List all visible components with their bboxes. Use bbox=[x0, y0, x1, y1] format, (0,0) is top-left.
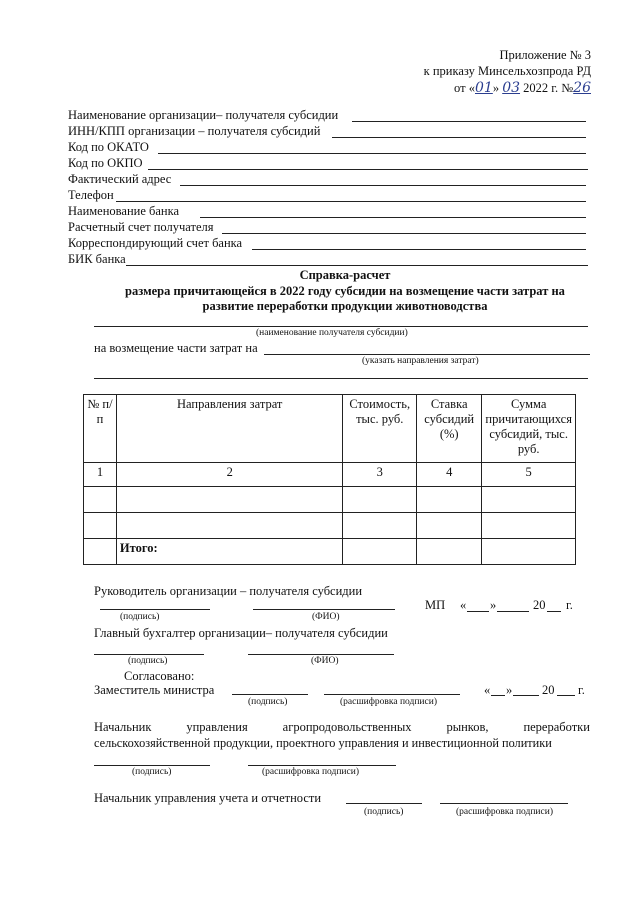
field-okpo-line[interactable] bbox=[148, 169, 588, 170]
table-header-row bbox=[84, 395, 576, 463]
accounting-decode-line[interactable] bbox=[440, 803, 568, 804]
field-bik: БИК банка bbox=[68, 252, 126, 266]
total-label: Итого: bbox=[116, 539, 343, 565]
accountant-fio-caption: (ФИО) bbox=[311, 656, 339, 666]
direction-caption: (указать направления затрат) bbox=[362, 356, 479, 366]
date-prefix: от « bbox=[454, 81, 475, 95]
deputy-label: Заместитель министра bbox=[94, 683, 215, 697]
mgmt-label-line1 bbox=[94, 720, 590, 735]
field-corr-account: Корреспондирующий счет банка bbox=[68, 236, 243, 250]
direction-line-2[interactable] bbox=[94, 378, 588, 379]
field-phone-line[interactable] bbox=[116, 201, 586, 202]
mgmt-sign-line[interactable] bbox=[94, 765, 210, 766]
head-label: Руководитель организации – получателя субсидии bbox=[94, 584, 363, 598]
table-row bbox=[84, 487, 576, 513]
table-cell[interactable] bbox=[84, 513, 117, 539]
deputy-sign-line[interactable] bbox=[232, 694, 308, 695]
accountant-sign-line[interactable] bbox=[94, 654, 204, 655]
table-cell[interactable] bbox=[84, 487, 117, 513]
mp-label: МП bbox=[425, 598, 446, 612]
deputy-decode-line[interactable] bbox=[324, 694, 460, 695]
head-date-mid: » bbox=[490, 598, 497, 612]
date-year: 2022 г. № bbox=[520, 81, 574, 95]
table-cell[interactable] bbox=[482, 539, 576, 565]
table-cell[interactable] bbox=[84, 539, 117, 565]
table-cell[interactable] bbox=[343, 487, 417, 513]
table-cell[interactable] bbox=[417, 513, 482, 539]
table-cell[interactable] bbox=[116, 487, 343, 513]
deputy-date-g: г. bbox=[578, 683, 585, 697]
deputy-date-day[interactable] bbox=[491, 695, 505, 696]
table-cell[interactable] bbox=[482, 487, 576, 513]
field-corr-account-line[interactable] bbox=[252, 249, 586, 250]
date-mid: » bbox=[492, 81, 503, 95]
appendix-order: к приказу Минсельхозпрода РД bbox=[423, 64, 591, 78]
field-okato-line[interactable] bbox=[158, 153, 586, 154]
head-date-year-line[interactable] bbox=[547, 611, 561, 612]
field-bank: Наименование банка bbox=[68, 204, 180, 218]
table-cell: 1 bbox=[84, 463, 117, 487]
head-date-g: г. bbox=[566, 598, 573, 612]
mgmt-word: переработки bbox=[523, 720, 590, 734]
table-cell[interactable] bbox=[417, 487, 482, 513]
handwritten-month: 03 bbox=[502, 80, 521, 96]
appendix-date bbox=[291, 80, 591, 96]
col-header-cost: Стоимость, тыс. руб. bbox=[343, 395, 417, 463]
field-address-line[interactable] bbox=[180, 185, 586, 186]
deputy-decode-caption: (расшифровка подписи) bbox=[340, 697, 437, 707]
field-account-line[interactable] bbox=[222, 233, 586, 234]
field-inn: ИНН/КПП организации – получателя субсидий bbox=[68, 124, 321, 138]
accountant-fio-line[interactable] bbox=[248, 654, 394, 655]
mgmt-label-line2: сельскохозяйственной продукции, проектного управления и инвестиционной политики bbox=[94, 736, 552, 750]
table-cell[interactable] bbox=[343, 539, 417, 565]
mgmt-word: агропродовольственных bbox=[282, 720, 412, 734]
table-total-row bbox=[84, 539, 576, 565]
table-cell[interactable] bbox=[343, 513, 417, 539]
col-header-number: № п/п bbox=[84, 395, 117, 463]
table-cell: 4 bbox=[417, 463, 482, 487]
col-header-direction: Направления затрат bbox=[116, 395, 343, 463]
reimburse-label: на возмещение части затрат на bbox=[94, 341, 258, 355]
head-fio-caption: (ФИО) bbox=[312, 612, 340, 622]
accounting-decode-caption: (расшифровка подписи) bbox=[456, 807, 553, 817]
field-org-name: Наименование организации– получателя субсидии bbox=[68, 108, 339, 122]
field-inn-line[interactable] bbox=[332, 137, 586, 138]
accountant-label: Главный бухгалтер организации– получателя субсидии bbox=[94, 626, 388, 640]
table-number-row bbox=[84, 463, 576, 487]
appendix-title: Приложение № 3 bbox=[499, 48, 591, 62]
head-date-month[interactable] bbox=[497, 611, 529, 612]
handwritten-number: 26 bbox=[573, 80, 591, 96]
deputy-date-year: 20 bbox=[542, 683, 555, 697]
head-sign-line[interactable] bbox=[100, 609, 210, 610]
accountant-sign-caption: (подпись) bbox=[128, 656, 168, 666]
mgmt-word: рынков, bbox=[446, 720, 489, 734]
field-okpo: Код по ОКПО bbox=[68, 156, 143, 170]
field-bank-line[interactable] bbox=[200, 217, 586, 218]
calculation-table bbox=[83, 394, 576, 565]
table-cell: 5 bbox=[482, 463, 576, 487]
head-date-open: « bbox=[460, 598, 467, 612]
accounting-sign-caption: (подпись) bbox=[364, 807, 404, 817]
head-date-day[interactable] bbox=[467, 611, 489, 612]
recipient-line[interactable] bbox=[94, 326, 588, 327]
doc-subtitle-2: развитие переработки продукции животноводства bbox=[202, 299, 488, 313]
field-bik-line[interactable] bbox=[126, 265, 588, 266]
col-header-sum: Сумма причитающихся субсидий, тыс. руб. bbox=[482, 395, 576, 463]
table-cell[interactable] bbox=[116, 513, 343, 539]
mgmt-decode-line[interactable] bbox=[248, 765, 396, 766]
accounting-sign-line[interactable] bbox=[346, 803, 422, 804]
col-header-rate: Ставка субсидий (%) bbox=[417, 395, 482, 463]
head-date-year: 20 bbox=[533, 598, 546, 612]
mgmt-decode-caption: (расшифровка подписи) bbox=[262, 767, 359, 777]
doc-title: Справка-расчет bbox=[299, 268, 391, 282]
recipient-caption: (наименование получателя субсидии) bbox=[256, 328, 408, 338]
mgmt-sign-caption: (подпись) bbox=[132, 767, 172, 777]
accounting-label: Начальник управления учета и отчетности bbox=[94, 791, 322, 805]
table-row bbox=[84, 513, 576, 539]
mgmt-word: Начальник bbox=[94, 720, 152, 734]
handwritten-day: 01 bbox=[474, 80, 493, 96]
mgmt-word: управления bbox=[186, 720, 248, 734]
field-phone: Телефон bbox=[68, 188, 114, 202]
table-cell[interactable] bbox=[482, 513, 576, 539]
field-org-name-line[interactable] bbox=[352, 121, 586, 122]
deputy-date-open: « bbox=[484, 683, 491, 697]
head-fio-line[interactable] bbox=[253, 609, 395, 610]
agreed-label: Согласовано: bbox=[124, 669, 195, 683]
table-cell: 3 bbox=[343, 463, 417, 487]
table-cell[interactable] bbox=[417, 539, 482, 565]
table-cell: 2 bbox=[116, 463, 343, 487]
deputy-date-month[interactable] bbox=[513, 695, 539, 696]
reimburse-line[interactable] bbox=[264, 354, 590, 355]
field-address: Фактический адрес bbox=[68, 172, 172, 186]
deputy-sign-caption: (подпись) bbox=[248, 697, 288, 707]
doc-subtitle-1: размера причитающейся в 2022 году субсидии на возмещение части затрат на bbox=[125, 284, 565, 298]
deputy-date-year-line[interactable] bbox=[557, 695, 575, 696]
deputy-date-mid: » bbox=[506, 683, 513, 697]
field-okato: Код по ОКАТО bbox=[68, 140, 149, 154]
field-account: Расчетный счет получателя bbox=[68, 220, 214, 234]
head-sign-caption: (подпись) bbox=[120, 612, 160, 622]
